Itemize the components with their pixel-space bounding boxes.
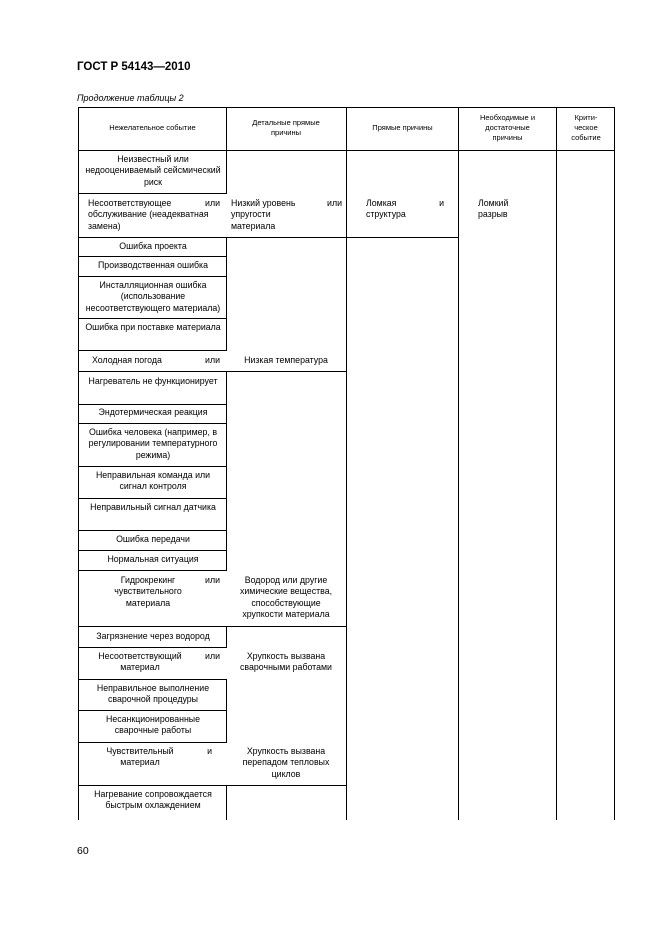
cell-border (226, 626, 346, 627)
event-unknown-risk: Неизвестный или недооцениваемый сейсмический риск (85, 154, 221, 187)
cell-border (226, 150, 227, 194)
cell-border (226, 371, 346, 372)
cell-border (346, 237, 458, 238)
row-divider (78, 237, 226, 238)
cell-border (226, 237, 227, 351)
col-divider (226, 107, 227, 151)
cell-border (226, 150, 346, 151)
row-divider (78, 256, 226, 257)
event-hydrocracking: Гидрокрекинг чувствительного материала (114, 575, 182, 608)
cause-weld-brittleness: Хрупкость вызвана сварочными работами (240, 651, 332, 673)
standard-title: ГОСТ Р 54143—2010 (77, 61, 191, 73)
row-divider (78, 404, 226, 405)
table-left-border (78, 107, 79, 820)
event-sensitive-material: Чувствительный материал (106, 746, 174, 768)
cell-border (226, 237, 346, 238)
col-divider (458, 107, 459, 820)
connector-or: или (205, 355, 220, 365)
page-number: 60 (77, 845, 89, 857)
event-wrong-command: Неправильная команда или сигнал контроля (95, 470, 211, 492)
event-install-error: Инсталляционная ошибка (использование несоответствующего материала) (85, 280, 221, 313)
row-divider (78, 647, 226, 648)
cell-border (346, 150, 347, 238)
column-header-undesired-event: Нежелательное событие (109, 123, 196, 132)
table-right-border (614, 107, 615, 820)
row-divider (78, 550, 226, 551)
connector-or: или (205, 198, 220, 208)
event-hydrogen-contamination: Загрязнение через водород (96, 631, 210, 641)
event-transmission-error: Ошибка передачи (116, 534, 190, 544)
event-wrong-welding: Неправильное выполнение сварочной процедуры (96, 683, 210, 705)
row-divider (78, 318, 226, 319)
event-design-error: Ошибка проекта (119, 241, 187, 251)
event-endothermic: Эндотермическая реакция (98, 407, 208, 417)
row-divider (78, 679, 226, 680)
event-normal-situation: Нормальная ситуация (107, 554, 199, 564)
cause-low-elasticity: Низкий уровень упругости материала (231, 198, 296, 231)
event-cold-weather: Холодная погода (92, 355, 162, 365)
row-divider (78, 193, 226, 194)
row-divider (78, 466, 226, 467)
event-mismatch-material: Несоответствующий материал (98, 651, 182, 673)
col-divider (556, 107, 557, 820)
connector-and: и (439, 198, 444, 208)
row-divider (78, 530, 226, 531)
row-divider (78, 570, 226, 571)
cause-thermal-brittleness: Хрупкость вызвана перепадом тепловых циклов (242, 746, 330, 779)
cell-border (226, 785, 227, 820)
cell-border (226, 626, 227, 648)
row-divider (78, 785, 226, 786)
connector-or: или (205, 575, 220, 585)
column-header-critical-event: Крити-ческое событие (571, 113, 601, 142)
row-divider (78, 710, 226, 711)
row-divider (78, 423, 226, 424)
event-mismatch-service-text: Несоответствующее обслуживание (неадекватная замена) (88, 198, 209, 231)
row-divider (78, 371, 226, 372)
connector-or: или (327, 198, 342, 208)
row-divider (78, 742, 226, 743)
row-divider (78, 350, 226, 351)
cell-border (226, 785, 346, 786)
connector-and: и (207, 746, 212, 756)
cell-border (226, 371, 227, 571)
row-divider (78, 626, 226, 627)
cell-border (346, 237, 347, 820)
event-heating-cooling: Нагревание сопровождается быстрым охлаждением (94, 789, 212, 811)
cause-low-temperature: Низкая температура (244, 355, 328, 365)
column-header-necessary-causes: Необходимые и достаточные причины (479, 113, 536, 142)
column-header-detailed-causes: Детальные прямые причины (252, 118, 320, 137)
event-human-error: Ошибка человека (например, в регулировании температурного режима) (88, 427, 218, 460)
event-wrong-sensor: Неправильный сигнал датчика (90, 502, 216, 512)
direct-cause-brittle-structure: Ломкая структура (366, 198, 406, 220)
cause-hydrogen: Водород или другие химические вещества, способствующие хрупкости материала (239, 575, 333, 619)
row-divider (78, 498, 226, 499)
table-continuation-label: Продолжение таблицы 2 (77, 93, 184, 103)
event-heater: Нагреватель не функционирует (88, 376, 218, 386)
event-production-error: Производственная ошибка (97, 260, 208, 270)
column-header-direct-causes: Прямые причины (372, 123, 433, 132)
event-unauthorized-welding: Несанкционированные сварочные работы (105, 714, 201, 736)
connector-or: или (205, 651, 220, 661)
event-supply-error: Ошибка при поставке материала (85, 322, 221, 332)
row-divider (78, 276, 226, 277)
necessary-cause-brittle-fracture: Ломкий разрыв (478, 198, 509, 220)
cell-border (226, 679, 227, 743)
